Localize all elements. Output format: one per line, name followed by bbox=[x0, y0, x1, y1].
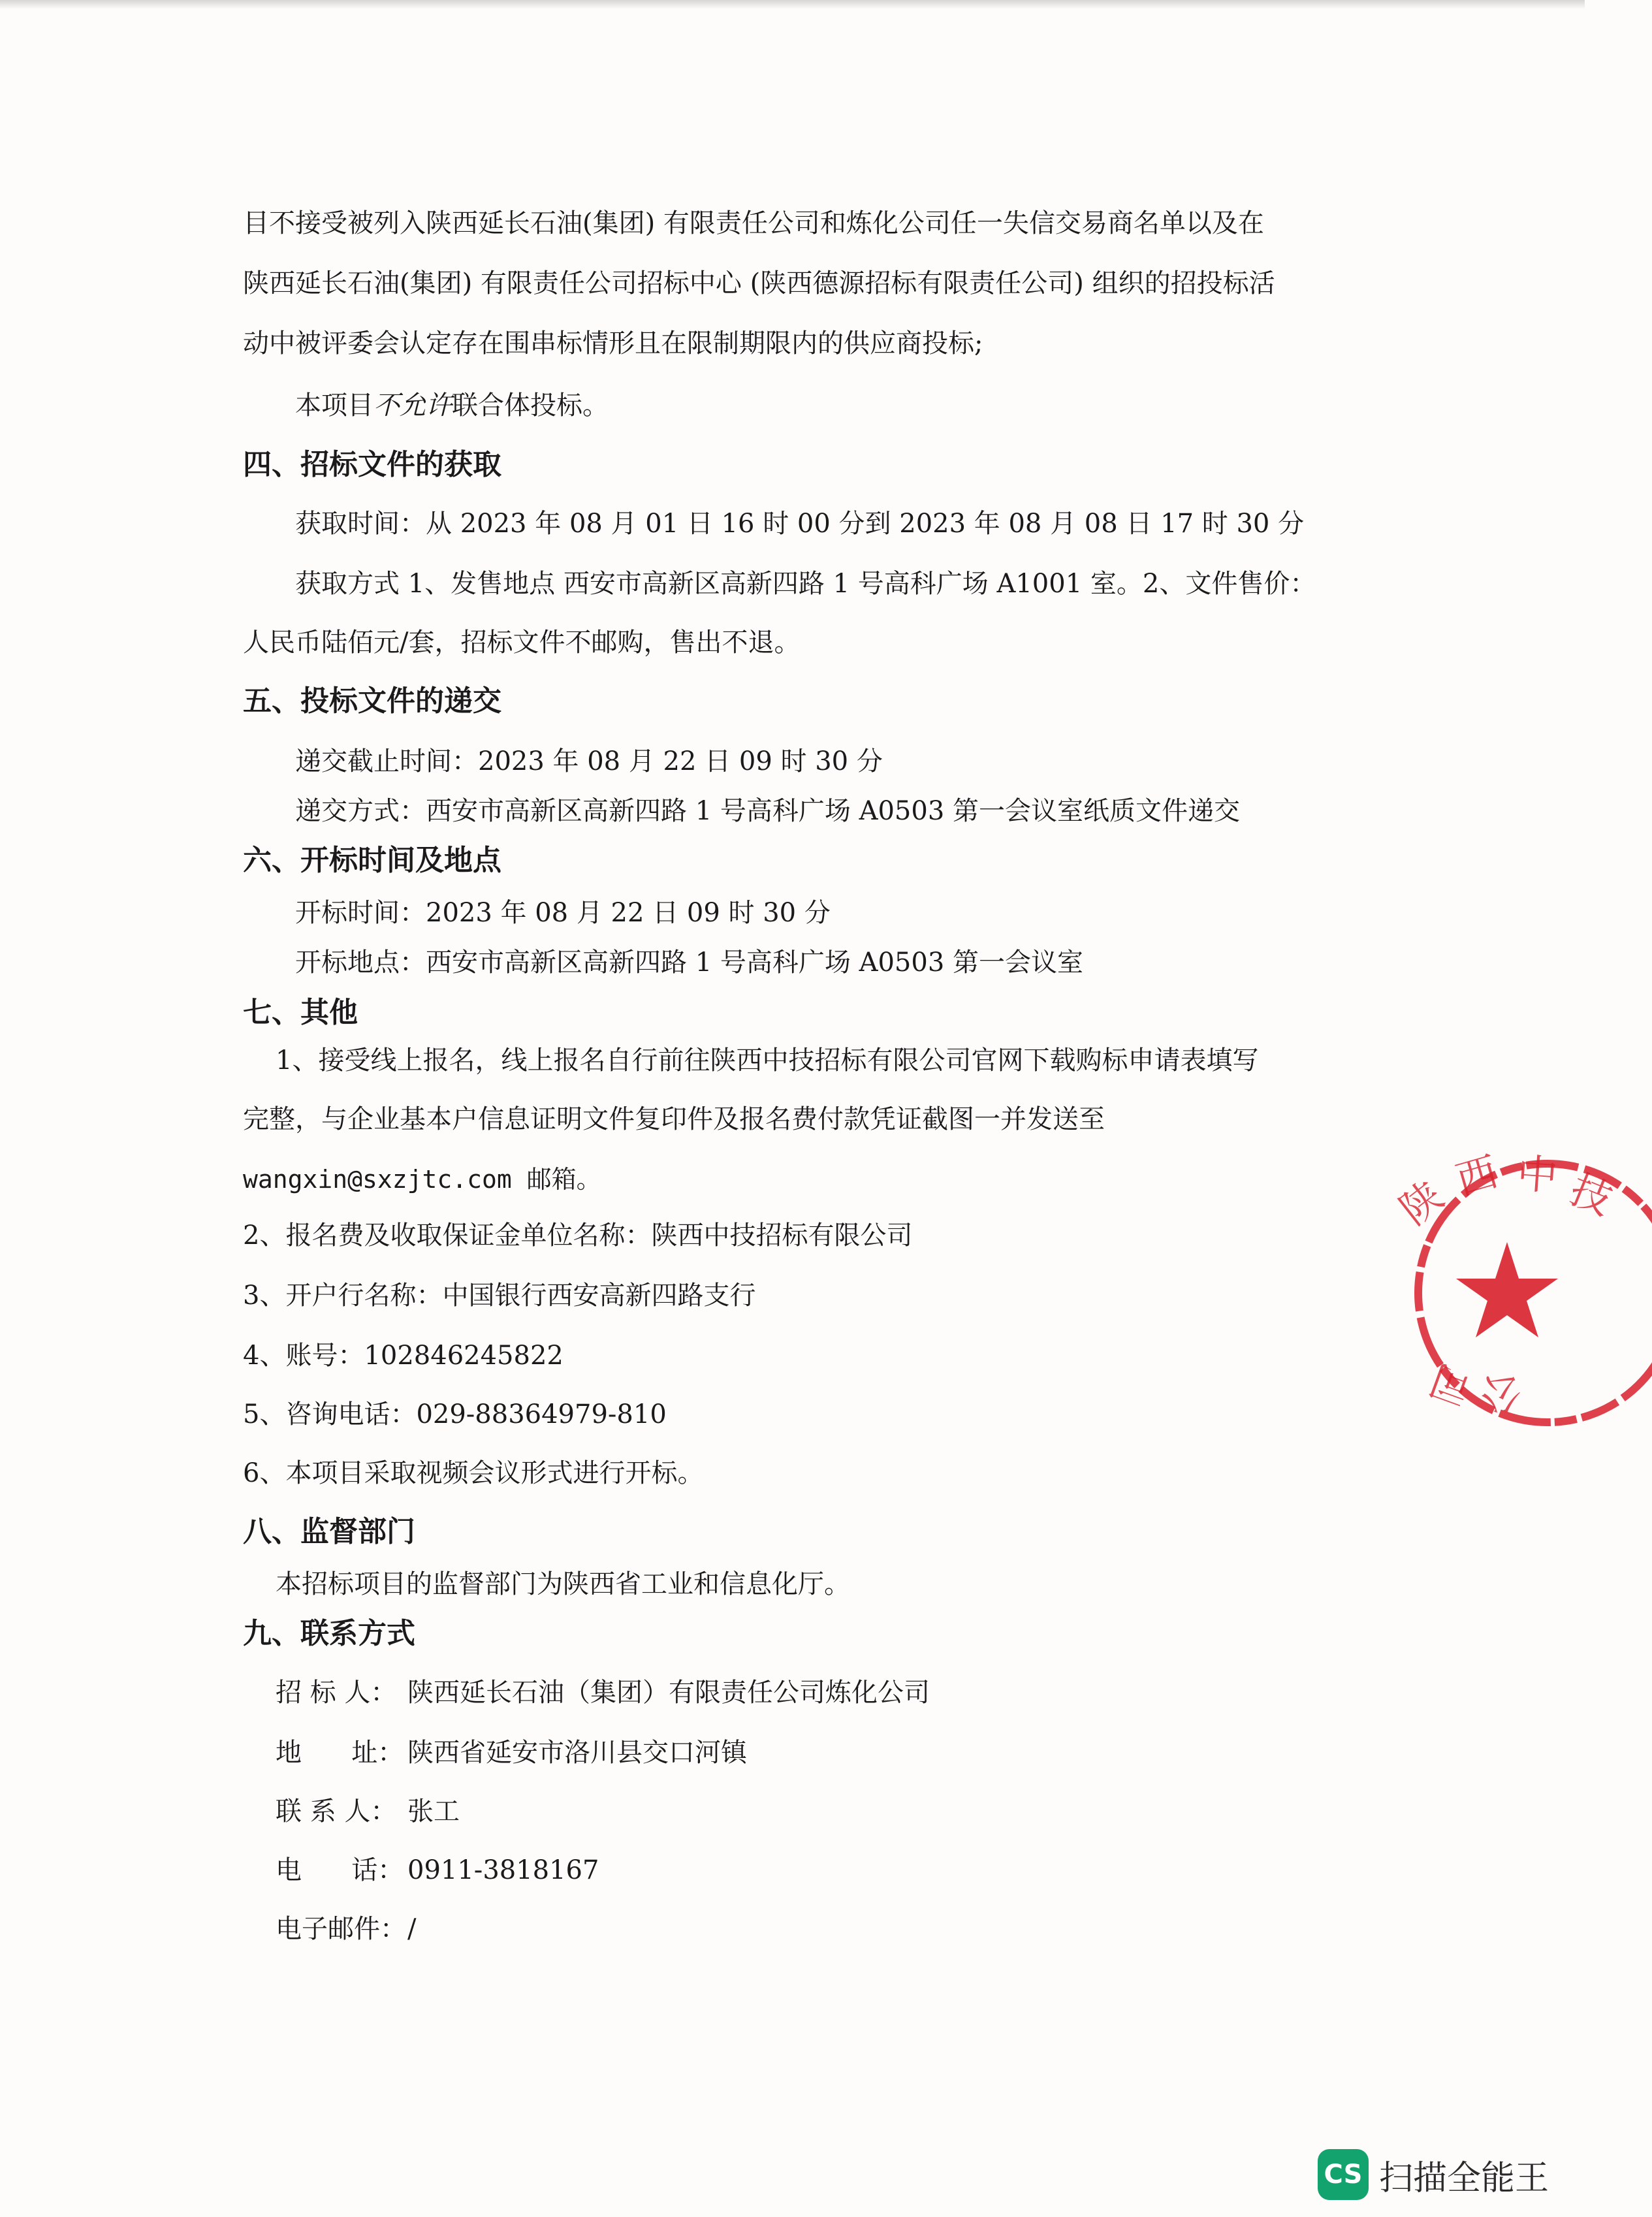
svg-text:中: 中 bbox=[1515, 1149, 1559, 1200]
svg-text:西: 西 bbox=[1451, 1147, 1503, 1205]
scan-top-edge bbox=[0, 0, 1585, 9]
tenderer-value: 陕西延长石油（集团）有限责任公司炼化公司 bbox=[407, 1678, 930, 1708]
section-8-text: 本招标项目的监督部门为陕西省工业和信息化厅。 bbox=[276, 1569, 850, 1599]
section-7-item-2: 2、报名费及收取保证金单位名称：陕西中技招标有限公司 bbox=[243, 1220, 913, 1251]
camscanner-app-name: 扫描全能王 bbox=[1379, 2158, 1549, 2198]
email-label: 电子邮件： bbox=[276, 1914, 406, 1944]
camscanner-logo-icon: CS bbox=[1318, 2149, 1369, 2200]
svg-text:司: 司 bbox=[1423, 1354, 1478, 1414]
section-7-item-1-line-1: 1、接受线上报名，线上报名自行前往陕西中技招标有限公司官网下载购标申请表填写 bbox=[276, 1045, 1259, 1076]
section-7-heading: 七、其他 bbox=[243, 996, 358, 1029]
section-7-item-6: 6、本项目采取视频会议形式进行开标。 bbox=[243, 1458, 704, 1488]
email-value: / bbox=[407, 1914, 417, 1944]
section-5-method: 递交方式：西安市高新区高新四路 1 号高科广场 A0503 第一会议室纸质文件递交 bbox=[295, 796, 1240, 826]
svg-text:技: 技 bbox=[1563, 1165, 1619, 1225]
section-5-deadline: 递交截止时间：2023 年 08 月 22 日 09 时 30 分 bbox=[295, 746, 883, 776]
consortium-prefix: 本项目 bbox=[295, 391, 373, 421]
address-label: 地 址： bbox=[276, 1738, 404, 1768]
section-4-method-line-1: 获取方式 1、发售地点 西安市高新区高新四路 1 号高科广场 A1001 室。2、文件售价： bbox=[295, 569, 1316, 599]
intro-line-3: 动中被评委会认定存在围串标情形且在限制期限内的供应商投标; bbox=[243, 328, 983, 359]
section-7-item-1-line-2: 完整，与企业基本户信息证明文件复印件及报名费付款凭证截图一并发送至 bbox=[243, 1104, 1105, 1134]
consortium-suffix: 联合体投标。 bbox=[452, 391, 609, 421]
official-seal-icon bbox=[1391, 1147, 1652, 1437]
section-6-heading: 六、开标时间及地点 bbox=[243, 844, 501, 877]
consortium-emphasis: 不允许 bbox=[373, 391, 452, 421]
svg-text:陕: 陕 bbox=[1391, 1172, 1453, 1234]
section-7-item-4: 4、账号：102846245822 bbox=[243, 1341, 564, 1371]
section-5-heading: 五、投标文件的递交 bbox=[243, 684, 501, 718]
section-7-item-3: 3、开户行名称：中国银行西安高新四路支行 bbox=[243, 1281, 756, 1311]
section-8-heading: 八、监督部门 bbox=[243, 1515, 415, 1548]
contact-label: 联 系 人： bbox=[276, 1796, 397, 1826]
section-9-heading: 九、联系方式 bbox=[243, 1617, 415, 1650]
section-4-time: 获取时间：从 2023 年 08 月 01 日 16 时 00 分到 2023 年 08 月 08 日 17 时 30 分 bbox=[295, 509, 1305, 539]
phone-label: 电 话： bbox=[276, 1855, 404, 1885]
section-7-item-5: 5、咨询电话：029-88364979-810 bbox=[243, 1399, 667, 1429]
intro-line-1: 目不接受被列入陕西延长石油(集团) 有限责任公司和炼化公司任一失信交易商名单以及在 bbox=[243, 208, 1264, 238]
phone-value: 0911-3818167 bbox=[407, 1855, 599, 1885]
section-6-place: 开标地点：西安市高新区高新四路 1 号高科广场 A0503 第一会议室 bbox=[295, 948, 1083, 978]
consortium-line bbox=[295, 390, 609, 421]
section-4-method-line-2: 人民币陆佰元/套，招标文件不邮购，售出不退。 bbox=[243, 628, 801, 658]
contact-value: 张工 bbox=[407, 1796, 460, 1826]
section-6-time: 开标时间：2023 年 08 月 22 日 09 时 30 分 bbox=[295, 898, 831, 928]
svg-text:公: 公 bbox=[1480, 1369, 1521, 1417]
section-4-heading: 四、招标文件的获取 bbox=[243, 448, 501, 481]
tenderer-label: 招 标 人： bbox=[276, 1678, 397, 1708]
address-value: 陕西省延安市洛川县交口河镇 bbox=[407, 1738, 747, 1768]
section-7-item-1-line-3: wangxin@sxzjtc.com 邮箱。 bbox=[243, 1165, 601, 1194]
camscanner-watermark bbox=[1318, 2147, 1549, 2202]
intro-line-2: 陕西延长石油(集团) 有限责任公司招标中心 (陕西德源招标有限责任公司) 组织的招投标活 bbox=[243, 268, 1275, 298]
